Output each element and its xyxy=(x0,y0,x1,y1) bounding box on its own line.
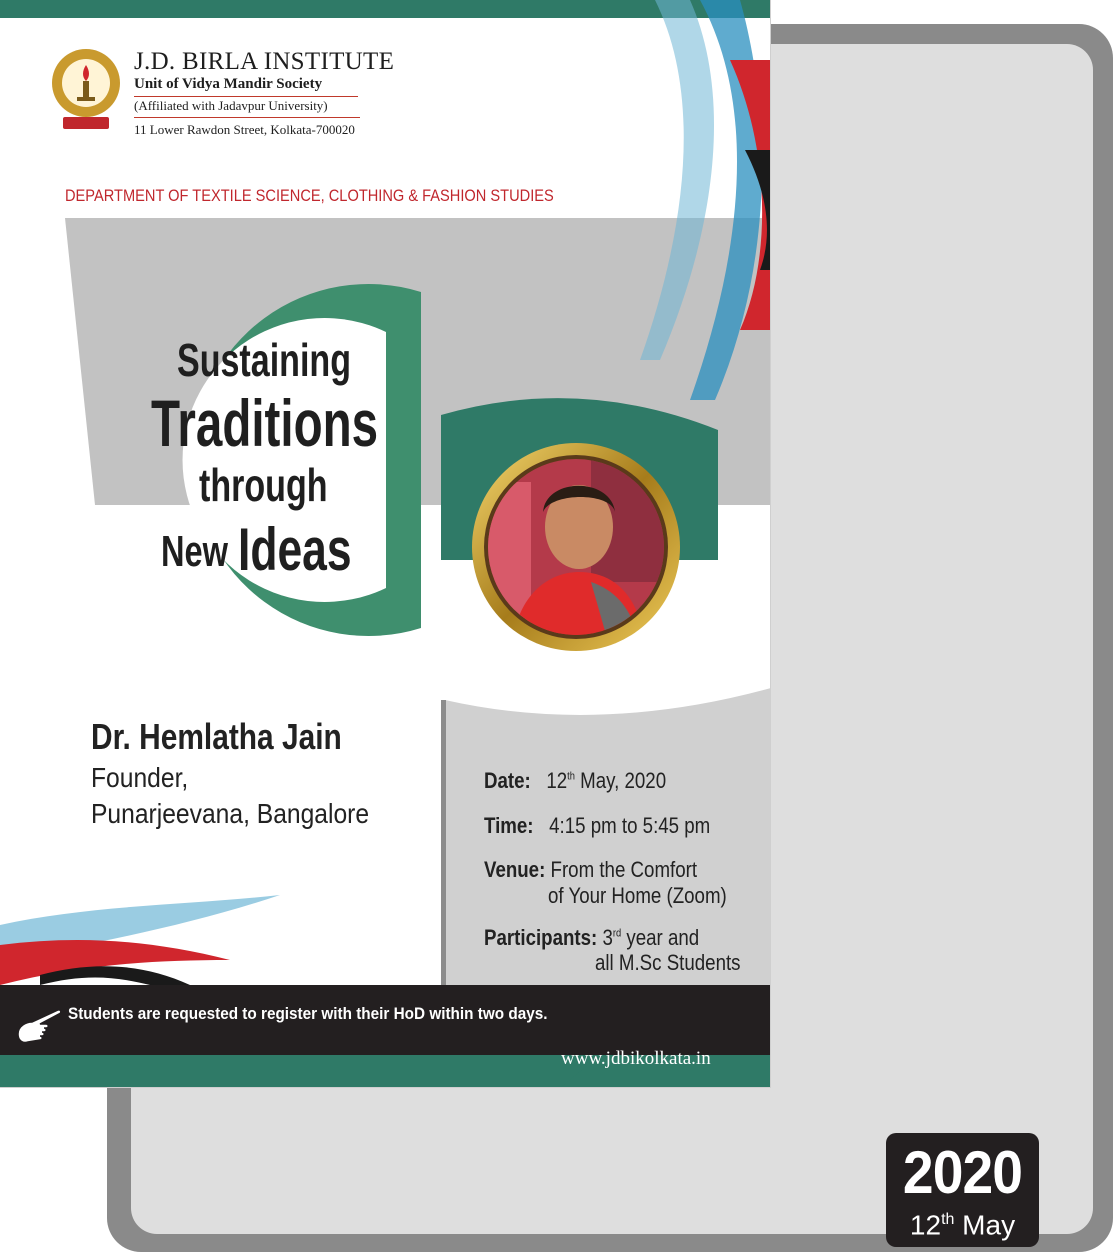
participants-row-2: all M.Sc Students xyxy=(595,950,741,975)
institute-affiliation: (Affiliated with Jadavpur University) xyxy=(134,98,360,118)
speaker-role: Founder, xyxy=(91,762,189,793)
institute-address: 11 Lower Rawdon Street, Kolkata-700020 xyxy=(134,122,355,137)
participants-row: Participants: 3rd year and xyxy=(484,925,700,950)
title-line-2: Traditions xyxy=(151,386,379,460)
speaker-organization: Punarjeevana, Bangalore xyxy=(91,798,370,829)
badge-date: 12th May xyxy=(909,1209,1016,1241)
speaker-portrait xyxy=(471,442,681,652)
institute-logo xyxy=(51,47,121,133)
website-link[interactable]: www.jdbikolkata.in xyxy=(561,1048,711,1069)
time-row: Time: 4:15 pm to 5:45 pm xyxy=(484,813,711,838)
title-line-4a: New xyxy=(161,527,228,576)
date-badge xyxy=(886,1133,1039,1247)
details-divider xyxy=(441,700,446,985)
venue-row: Venue: From the Comfort xyxy=(484,857,698,882)
date-row: Date: 12th May, 2020 xyxy=(484,768,667,793)
badge-year: 2020 xyxy=(902,1139,1023,1206)
registration-notice: Students are requested to register with their HoD within two days. xyxy=(68,1004,548,1023)
title-line-4b: Ideas xyxy=(238,516,352,583)
venue-row-2: of Your Home (Zoom) xyxy=(548,883,727,908)
institute-unit: Unit of Vidya Mandir Society xyxy=(134,76,358,97)
department-name: DEPARTMENT OF TEXTILE SCIENCE, CLOTHING & FASHION STUDIES xyxy=(65,186,554,205)
title-line-1: Sustaining xyxy=(177,334,351,386)
speaker-name: Dr. Hemlatha Jain xyxy=(91,716,342,757)
title-line-3: through xyxy=(199,459,328,511)
institute-name: J.D. BIRLA INSTITUTE xyxy=(134,48,395,75)
